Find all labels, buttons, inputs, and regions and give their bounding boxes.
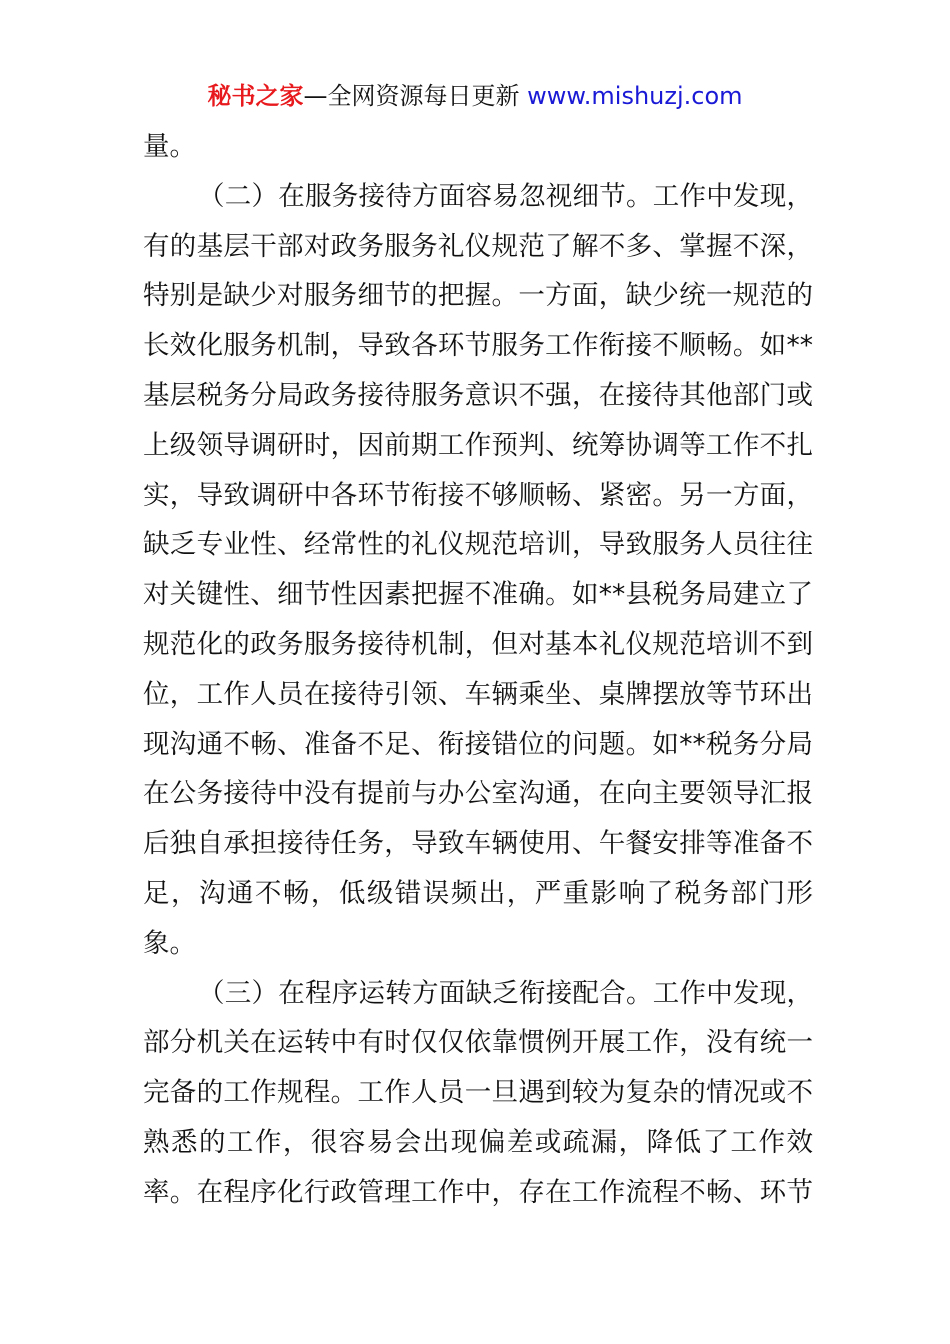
text-line: 有的基层干部对政务服务礼仪规范了解不多、掌握不深， — [143, 230, 813, 262]
text-line: 缺乏专业性、经常性的礼仪规范培训，导致服务人员往往 — [143, 529, 813, 561]
text-line: 足，沟通不畅，低级错误频出，严重影响了税务部门形 — [143, 877, 813, 909]
text-line: 上级领导调研时，因前期工作预判、统筹协调等工作不扎 — [143, 429, 813, 461]
text-line: 实，导致调研中各环节衔接不够顺畅、紧密。另一方面， — [143, 479, 813, 511]
document-body — [143, 122, 813, 1218]
site-header — [0, 78, 950, 114]
text-line: 在公务接待中没有提前与办公室沟通，在向主要领导汇报 — [143, 778, 813, 810]
text-line: 率。在程序化行政管理工作中，存在工作流程不畅、环节 — [143, 1176, 813, 1208]
text-line: 后独自承担接待任务，导致车辆使用、午餐安排等准备不 — [143, 828, 813, 860]
paragraph-heading-line: （三）在程序运转方面缺乏衔接配合。工作中发现， — [198, 977, 813, 1009]
header-tagline: —全网资源每日更新 — [303, 82, 520, 110]
text-line: 对关键性、细节性因素把握不准确。如**县税务局建立了 — [143, 579, 813, 611]
text-line: 部分机关在运转中有时仅仅依靠惯例开展工作，没有统一 — [143, 1027, 813, 1059]
site-url-link[interactable]: www.mishuzj.com — [527, 82, 743, 110]
text-line: 完备的工作规程。工作人员一旦遇到较为复杂的情况或不 — [143, 1077, 813, 1109]
brand-name: 秘书之家 — [207, 82, 304, 110]
text-line: 长效化服务机制，导致各环节服务工作衔接不顺畅。如** — [143, 330, 813, 362]
text-line: 位，工作人员在接待引领、车辆乘坐、桌牌摆放等节环出 — [143, 678, 813, 710]
text-line: 象。 — [143, 927, 196, 959]
text-line: 基层税务分局政务接待服务意识不强，在接待其他部门或 — [143, 379, 813, 411]
text-line: 特别是缺少对服务细节的把握。一方面，缺少统一规范的 — [143, 280, 813, 312]
text-line: 量。 — [143, 131, 196, 162]
text-line: 规范化的政务服务接待机制，但对基本礼仪规范培训不到 — [143, 628, 813, 660]
text-line: 现沟通不畅、准备不足、衔接错位的问题。如**税务分局 — [143, 728, 813, 760]
paragraph-heading-line: （二）在服务接待方面容易忽视细节。工作中发现， — [198, 180, 813, 212]
text-line: 熟悉的工作，很容易会出现偏差或疏漏，降低了工作效 — [143, 1126, 813, 1158]
